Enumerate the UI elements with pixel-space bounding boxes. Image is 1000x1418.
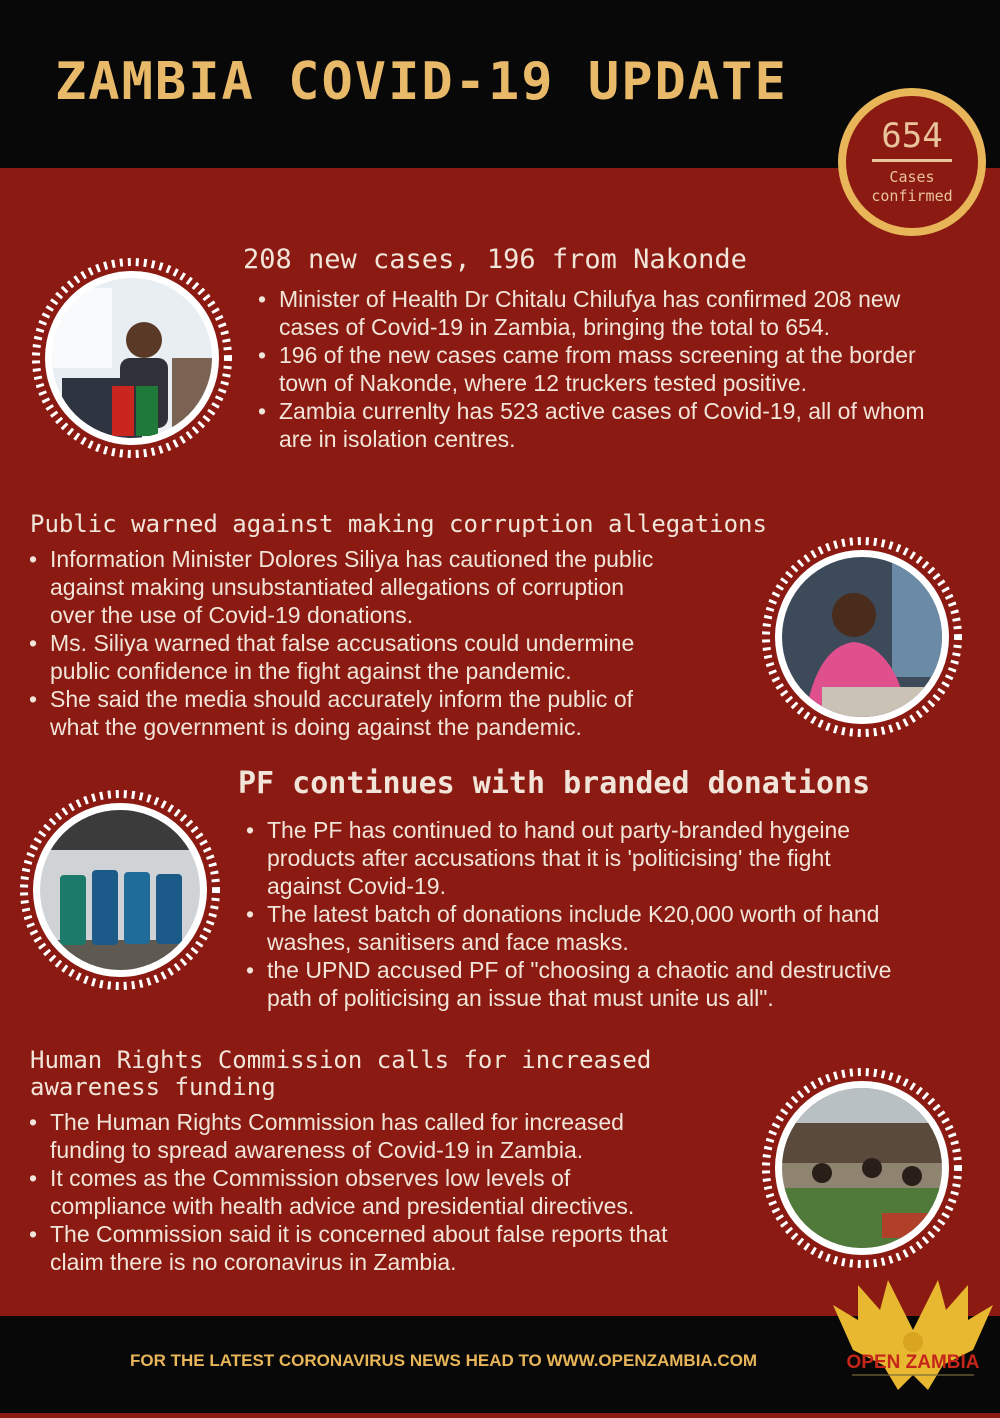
badge-divider <box>872 159 952 162</box>
list-item: • Ms. Siliya warned that false accusations could undermine public confidence in the fight against the pandemic. <box>27 629 653 685</box>
eagle-icon <box>828 1270 998 1413</box>
list-item: • 196 of the new cases came from mass screening at the border town of Nakonde, where 12 truckers tested positive. <box>256 341 925 397</box>
list-item: • the UPND accused PF of "choosing a chaotic and destructive path of politicising an issue that must unite us all". <box>244 956 891 1012</box>
section-bullets-4 <box>27 1108 667 1276</box>
market-photo-icon <box>762 1068 962 1268</box>
list-item: • Zambia currenlty has 523 active cases of Covid-19, all of whom are in isolation centres. <box>256 397 925 453</box>
list-item: • The latest batch of donations include K20,000 worth of hand washes, sanitisers and face masks. <box>244 900 891 956</box>
list-item: • Minister of Health Dr Chitalu Chilufya has confirmed 208 new cases of Covid-19 in Zambia, bringing the total to 654. <box>256 285 925 341</box>
cases-badge <box>838 88 986 236</box>
logo-text: OPEN ZAMBIA <box>846 1352 980 1373</box>
section-bullets-3 <box>244 816 891 1012</box>
page-title: ZAMBIA COVID-19 UPDATE <box>55 52 788 112</box>
open-zambia-logo <box>828 1270 998 1413</box>
section-bullets-1 <box>256 285 925 453</box>
donations-photo-icon <box>20 790 220 990</box>
list-item: • She said the media should accurately inform the public of what the government is doing against the pandemic. <box>27 685 653 741</box>
minister-photo-icon <box>32 258 232 458</box>
cases-label: Cases confirmed <box>871 168 953 205</box>
logo-tagline <box>852 1374 974 1376</box>
siliya-photo-icon <box>762 537 962 737</box>
list-item: • The Commission said it is concerned about false reports that claim there is no coronavirus in Zambia. <box>27 1220 667 1276</box>
section-heading-1: 208 new cases, 196 from Nakonde <box>243 244 747 275</box>
cases-count: 654 <box>881 116 943 156</box>
list-item: • The Human Rights Commission has called for increased funding to spread awareness of Covid-19 in Zambia. <box>27 1108 667 1164</box>
section-heading-3: PF continues with branded donations <box>238 766 871 801</box>
section-heading-2: Public warned against making corruption allegations <box>30 510 767 538</box>
list-item: • It comes as the Commission observes low levels of compliance with health advice and presidential directives. <box>27 1164 667 1220</box>
list-item: • The PF has continued to hand out party-branded hygeine products after accusations that it is 'politicising' the fight against Covid-19. <box>244 816 891 900</box>
footer-link-text[interactable]: FOR THE LATEST CORONAVIRUS NEWS HEAD TO WWW.OPENZAMBIA.COM <box>130 1351 758 1370</box>
section-bullets-2 <box>27 545 653 741</box>
list-item: • Information Minister Dolores Siliya has cautioned the public against making unsubstantiated allegations of corruption over the use of Covid-19 donations. <box>27 545 653 629</box>
section-heading-4: Human Rights Commission calls for increased awareness funding <box>30 1046 652 1101</box>
